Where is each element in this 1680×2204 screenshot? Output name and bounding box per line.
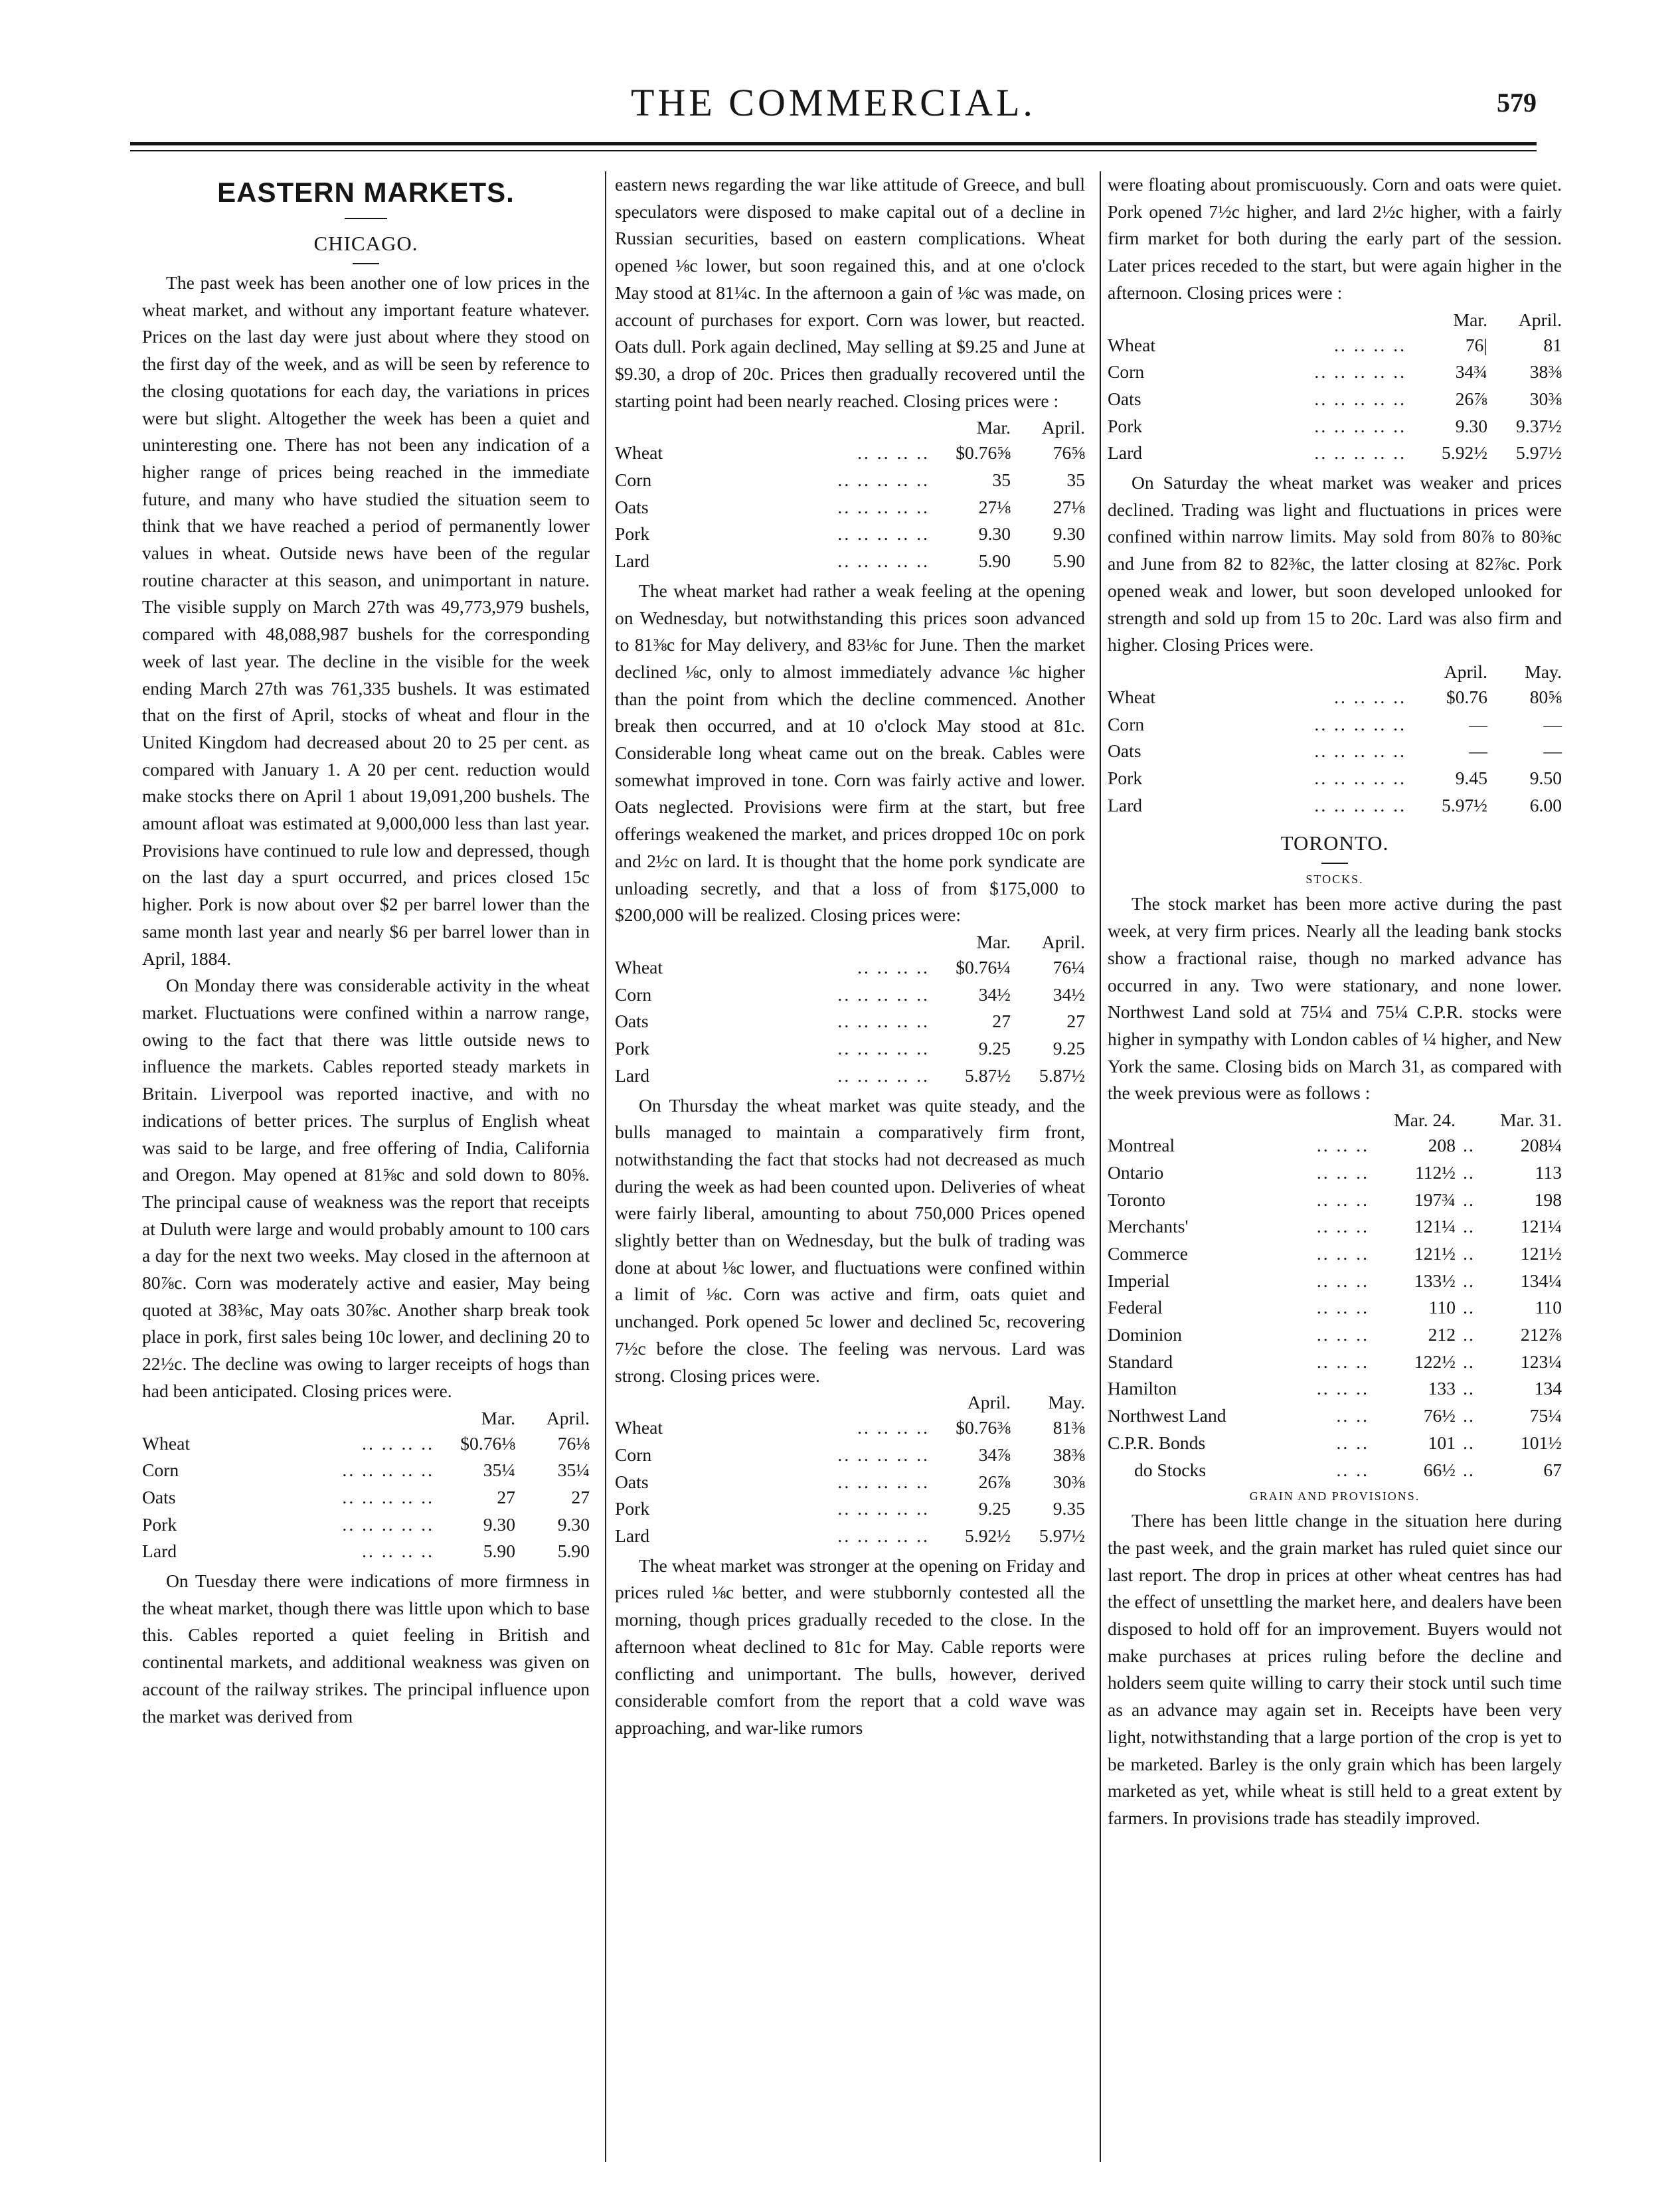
table-row [1108,711,1562,738]
commodity-name: Lard [1108,794,1143,815]
commodity-name: Pork [615,1038,650,1059]
table-row [615,1414,1085,1442]
table-row [615,1035,1085,1062]
bid-cell: 208¼ [1520,1135,1562,1156]
leader-dots: .. [1463,1161,1475,1183]
paragraph: The wheat market was stronger at the opening on Friday and prices ruled ⅛c better, and were stubbornly contested all the morning, though prices gradually receded to the close. In the afternoon wheat declined to 81c for May. Cable reports were conflicting and unimportant. The bulls, however, derived considerable comfort from the report that a cold wave was approaching, and war-like rumors [615,1555,1085,1738]
column-header: Mar. 31. [1500,1110,1562,1131]
table-row [1108,1430,1562,1457]
stock-name: Imperial [1108,1270,1170,1291]
commodity-name: Corn [1108,713,1145,734]
stock-name: Merchants' [1108,1216,1189,1237]
subheading-chicago: CHICAGO. [313,232,418,255]
table-row [142,1430,590,1458]
column-divider-right [1100,171,1101,2162]
table-row [1108,332,1562,359]
leader-dots: .. .. .. .. .. [1314,740,1406,762]
commodity-name: Corn [615,983,652,1005]
price-cell: 5.90 [557,1541,590,1562]
subheading-grain-and-provisions: GRAIN AND PROVISIONS. [1249,1489,1420,1503]
leader-dots: .. .. [1336,1432,1369,1453]
bid-cell: 122½ [1414,1351,1456,1372]
stock-name: Montreal [1108,1135,1175,1156]
bid-cell: 76½ [1423,1405,1456,1426]
price-cell: 27 [992,1011,1011,1032]
column-header: April. [1518,309,1562,330]
price-cell: 9.25 [1052,1038,1085,1059]
paragraph: eastern news regarding the war like attitude of Greece, and bull speculators were disposed to make capital out of a decline in Russian securities, based on eastern complications. Wheat opened ⅛c lower, but soon regained this, and at one o'clock May stood at 81¼c. In the afternoon a gain of ⅛c was made, on account of purchases for export. Corn was lower, but reacted. Oats dull. Pork again declined, May selling at $9.25 and June at $9.30, a drop of 20c. Prices then gradually recovered until the starting point had been nearly reached. Closing prices were : [615,174,1085,411]
price-cell: 6.00 [1529,794,1562,815]
leader-dots: .. .. .. .. .. [342,1486,434,1507]
leader-dots: .. .. .. [1316,1242,1369,1264]
table-header-row [1108,660,1562,684]
bid-cell: 133½ [1414,1270,1456,1291]
price-cell: 9.35 [1052,1498,1085,1519]
price-cell: 35¼ [483,1460,515,1481]
table-row [1108,1321,1562,1349]
bid-cell: 110 [1535,1297,1562,1318]
table-row [615,467,1085,494]
table-row [615,1469,1085,1496]
table-row [615,494,1085,521]
leader-dots: .. .. .. .. .. [837,1011,930,1032]
price-cell: 34⅞ [978,1444,1011,1465]
paragraph: On Monday there was considerable activity in the wheat market. Fluctuations were confined within a narrow range, owing to the fact that there was little outside news to influence the markets. Cables reported steady markets in Britain. Liverpool was reported inactive, and with no indications of better prices. The surplus of English wheat was said to be large, and free offering of India, California and Oregon. May opened at 81⅝c and sold down to 80⅝. The principal cause of weakness was the report that receipts at Duluth were large and would probably amount to 100 cars a day for the next two weeks. May closed in the afternoon at 80⅞c. Corn was moderately active and easier, May being quoted at 38⅜c, May oats 30⅞c. Another sharp break took place in pork, first sales being 10c lower, and declining 20 to 22½c. The decline was owing to larger receipts of hogs than had been anticipated. Closing prices were. [142,975,590,1401]
leader-dots: .. .. .. [1316,1189,1369,1210]
table-row [1108,1349,1562,1376]
price-cell: 26⅞ [978,1471,1011,1492]
commodity-name: Corn [615,469,652,491]
price-cell: 9.30 [483,1513,515,1535]
price-cell: 5.92½ [965,1525,1011,1547]
table-row [1108,1268,1562,1295]
price-cell: 9.37½ [1516,415,1562,436]
bid-cell: 134¼ [1520,1270,1562,1291]
price-cell: $0.76 [1446,686,1487,707]
price-cell: 27 [1066,1011,1085,1032]
leader-dots: .. .. .. .. .. [837,551,930,572]
price-cell: 76⅛ [557,1432,590,1454]
leader-dots: .. .. .. .. .. [1314,794,1406,815]
bid-cell: 121¼ [1414,1216,1456,1237]
paragraph: The past week has been another one of low prices in the wheat market, and without any important feature whatever. Prices on the last day were just about where they stood on the first day of the week, and as will be seen by reference to the closing quotations for each day, the variations in prices were but slight. Altogether the week has been a quiet and uninteresting one. There has not been any indication of a higher range of prices being reached in the immediate future, and many who have studied the situation seem to think that we have reached a period of permanently lower values in wheat. Outside news have been of the regular routine character at this season, and unimportant in nature. The visible supply on March 27th was 49,773,979 bushels, compared with 48,088,987 bushels for the corresponding week of last year. The decline in the visible for the week ending March 27th was 761,335 bushels. It was estimated that on the first of April, stocks of wheat and flour in the United Kingdom had decreased about 20 to 25 per cent. as compared with January 1. A 20 per cent. reduction would make stocks there on April 1 about 19,091,200 bushels. The amount afloat was estimated at 9,000,000 less than last year. Provisions have continued to rule low and depressed, though on the last day a spurt occurred, and prices closed 15c higher. Pork is now about over $2 per barrel lower than the same month last year and nearly $6 per barrel lower than in April, 1884. [142,272,590,969]
commodity-name: Corn [615,1444,652,1465]
bid-cell: 212 [1428,1324,1456,1345]
leader-dots: .. .. .. [1316,1216,1369,1237]
price-cell: 81 [1543,334,1562,355]
leader-dots: .. .. [1336,1459,1369,1480]
table-row [615,981,1085,1009]
price-cell: 5.97½ [1442,794,1487,815]
heading-dash [1321,863,1348,864]
price-cell: $0.76¼ [956,956,1011,977]
leader-dots: .. .. .. [1316,1161,1369,1183]
table-row [142,1511,590,1539]
commodity-name: Wheat [615,1417,663,1438]
table-row [1108,413,1562,440]
leader-dots: .. [1463,1242,1475,1264]
stock-name: Ontario [1108,1161,1164,1183]
leader-dots: .. .. .. .. .. [342,1460,434,1481]
column-header: April. [1041,931,1085,952]
table-header-row [615,930,1085,954]
header-rule-thin [130,150,1537,151]
price-cell: 34½ [978,983,1011,1005]
table-row [1108,1457,1562,1484]
price-cell: — [1469,740,1487,762]
price-table-wednesday [615,930,1085,1090]
price-cell: 5.90 [978,551,1011,572]
price-cell: 9.30 [1455,415,1487,436]
table-row [615,1008,1085,1035]
leader-dots: .. .. .. .. .. [837,983,930,1005]
column-header: Mar. [976,417,1011,438]
bid-cell: 123¼ [1520,1351,1562,1372]
price-cell: 27 [571,1486,590,1507]
leader-dots: .. [1463,1432,1475,1453]
stock-name: Hamilton [1108,1378,1177,1399]
table-header-row [615,1391,1085,1414]
table-row [1108,792,1562,819]
commodity-name: Oats [615,1471,649,1492]
table-row [615,954,1085,981]
table-row [1108,1187,1562,1214]
stock-name: C.P.R. Bonds [1108,1432,1206,1453]
price-cell: $0.76⅜ [956,1417,1011,1438]
leader-dots: .. [1463,1351,1475,1372]
leader-dots: .. [1463,1324,1475,1345]
price-cell: 5.87½ [965,1064,1011,1086]
leader-dots: .. [1463,1297,1475,1318]
price-cell: 5.92½ [1442,442,1487,464]
commodity-name: Pork [1108,768,1143,789]
commodity-name: Oats [615,1011,649,1032]
bid-cell: 110 [1428,1297,1456,1318]
price-cell: 9.50 [1529,768,1562,789]
leader-dots: .. .. .. .. [857,1417,930,1438]
leader-dots: .. .. .. .. .. [837,523,930,545]
bid-cell: 133 [1428,1378,1456,1399]
heading-dash [345,218,387,219]
table-header-row [142,1406,590,1430]
price-cell: 34½ [1052,983,1085,1005]
price-cell: 76⅝ [1052,442,1085,464]
price-cell: 5.87½ [1039,1064,1085,1086]
heading-dash [353,263,379,264]
column-header: April. [546,1407,590,1428]
price-cell: 5.90 [483,1541,515,1562]
leader-dots: .. .. .. .. .. [1314,768,1406,789]
commodity-name: Oats [1108,740,1141,762]
price-table-monday [142,1406,590,1566]
paragraph: There has been little change in the situation here during the past week, and the grain market has ruled quiet since our last report. The drop in prices at other wheat centres has had the effect of unsettling the market here, and dealers have been disposed to hold off for an improvement. Buyers would not make purchases at prices ruling before the decline and holders seem quite willing to carry their stock until such time as an advance may again set in. Receipts have been very light, notwithstanding that a large portion of the crop is yet to be marketed. Barley is the only grain which has been largely marketed as yet, while wheat is still held to a great extent by farmers. In provisions trade has steadily improved. [1108,1510,1562,1828]
leader-dots: .. [1463,1270,1475,1291]
commodity-name: Corn [1108,361,1145,382]
commodity-name: Pork [142,1513,177,1535]
table-row [1108,765,1562,792]
price-cell: — [1543,740,1562,762]
leader-dots: .. .. .. .. .. [837,1444,930,1465]
commodity-name: Wheat [1108,686,1156,707]
price-cell: 76¼ [1052,956,1085,977]
table-row [615,1062,1085,1090]
commodity-name: Oats [1108,388,1141,409]
commodity-name: Wheat [615,956,663,977]
table-row [1108,386,1562,413]
paragraph: On Saturday the wheat market was weaker and prices declined. Trading was light and fluctuations in prices were confined within narrow limits. May sold from 80⅞ to 80⅜c and June from 82 to 82⅜c, the latter closing at 82⅞c. Pork opened weak and lower, but soon developed unlooked for strength and sold up from 15 to 20c. Lard was also firm and higher. Closing Prices were. [1108,472,1562,655]
table-row [1108,738,1562,765]
commodity-name: Wheat [615,442,663,464]
bid-cell: 121¼ [1520,1216,1562,1237]
bid-cell: 121½ [1414,1242,1456,1264]
bid-cell: 208 [1428,1135,1456,1156]
leader-dots: .. [1463,1378,1475,1399]
price-cell: — [1543,713,1562,734]
price-cell: 5.97½ [1039,1525,1085,1547]
bid-cell: 101½ [1520,1432,1562,1453]
leader-dots: .. .. .. .. .. [1314,442,1406,464]
commodity-name: Pork [615,523,650,545]
stock-name: Federal [1108,1297,1163,1318]
stock-name: Dominion [1108,1324,1182,1345]
column-header: April. [967,1392,1011,1413]
paragraph: On Thursday the wheat market was quite steady, and the bulls managed to maintain a comparatively firm front, notwithstanding the fact that stocks had not decreased as much during the week as had been counted upon. Deliveries of wheat were fairly liberal, amounting to about 750,000 Prices opened slightly better than on Wednesday, but the bulk of trading was done at about ⅛c lower, and fluctuations were confined within a limit of ⅛c. Corn was active and firm, oats quiet and unchanged. Pork opened 5c lower and declined 5c, recovering 7½c before the close. The feeling was nervous. Lard was strong. Closing prices were. [615,1094,1085,1386]
leader-dots: .. .. .. .. .. [1314,361,1406,382]
leader-dots: .. [1463,1216,1475,1237]
price-cell: $0.76⅝ [956,442,1011,464]
commodity-name: Lard [615,1064,650,1086]
table-row [615,521,1085,548]
table-row [1108,1375,1562,1402]
commodity-name: Corn [142,1460,179,1481]
leader-dots: .. .. .. .. .. [1314,713,1406,734]
commodity-name: Pork [615,1498,650,1519]
table-row [1108,1402,1562,1430]
table-row [1108,1213,1562,1240]
table-row [615,1442,1085,1469]
bid-cell: 212⅞ [1520,1324,1562,1345]
price-cell: 38⅜ [1529,361,1562,382]
table-row [1108,440,1562,467]
leader-dots: .. .. .. .. [857,442,930,464]
price-cell: 35 [992,469,1011,491]
table-row [142,1484,590,1511]
price-cell: $0.76⅛ [460,1432,515,1454]
price-cell: 80⅝ [1529,686,1562,707]
leader-dots: .. .. .. .. .. [342,1513,434,1535]
table-row [615,1523,1085,1550]
price-cell: — [1469,713,1487,734]
price-cell: 38⅜ [1052,1444,1085,1465]
price-cell: 27⅛ [978,496,1011,517]
price-cell: 27 [497,1486,515,1507]
commodity-name: Lard [1108,442,1143,464]
table-row [1108,684,1562,711]
subheading-stocks: STOCKS. [1305,873,1364,887]
commodity-name: Lard [142,1541,177,1562]
masthead [130,80,1537,126]
leader-dots: .. .. [1336,1405,1369,1426]
bid-cell: 113 [1535,1161,1562,1183]
commodity-name: Wheat [142,1432,191,1454]
leader-dots: .. .. .. .. .. [837,1498,930,1519]
table-row [1108,1294,1562,1321]
price-table-thursday [615,1391,1085,1550]
bid-cell: 67 [1543,1459,1562,1480]
leader-dots: .. .. .. [1316,1135,1369,1156]
bid-cell: 198 [1534,1189,1562,1210]
page-number: 579 [1497,88,1537,118]
column-1 [142,171,590,1730]
stock-bids-table [1108,1108,1562,1483]
bid-cell: 75¼ [1529,1405,1562,1426]
leader-dots: .. .. .. .. [1334,334,1406,355]
leader-dots: .. .. .. [1316,1378,1369,1399]
price-cell: 9.45 [1455,768,1487,789]
price-cell: 34¾ [1455,361,1487,382]
column-header: Mar. [976,931,1011,952]
leader-dots: .. [1463,1135,1475,1156]
journal-title: THE COMMERCIAL. [631,81,1036,124]
leader-dots: .. .. .. .. .. [1314,388,1406,409]
subheading-toronto: TORONTO. [1280,831,1389,855]
leader-dots: .. .. .. [1316,1270,1369,1291]
column-3 [1108,171,1562,1832]
price-cell: 9.30 [978,523,1011,545]
price-cell: 30⅜ [1052,1471,1085,1492]
commodity-name: Wheat [1108,334,1156,355]
table-row [1108,1132,1562,1159]
paragraph: were floating about promiscuously. Corn and oats were quiet. Pork opened 7½c higher, and lard 2½c higher, with a fairly firm market for both during the early part of the session. Later prices receded to the start, but were again higher in the afternoon. Closing prices were : [1108,174,1562,303]
table-header-row [1108,308,1562,332]
price-cell: 5.90 [1052,551,1085,572]
leader-dots: .. .. .. .. [362,1432,434,1454]
table-row [1108,1240,1562,1268]
leader-dots: .. [1463,1189,1475,1210]
leader-dots: .. .. .. .. .. [837,469,930,491]
leader-dots: .. .. .. .. [1334,686,1406,707]
bid-cell: 197¾ [1414,1189,1456,1210]
table-row [142,1457,590,1484]
price-table-tuesday [615,416,1085,575]
price-cell: 26⅞ [1455,388,1487,409]
leader-dots: .. .. .. [1316,1297,1369,1318]
price-cell: 81⅜ [1052,1417,1085,1438]
commodity-name: Lard [615,1525,650,1547]
table-row [142,1538,590,1565]
price-cell: 76| [1465,334,1487,355]
price-table-friday [1108,308,1562,467]
commodity-name: Pork [1108,415,1143,436]
leader-dots: .. [1463,1459,1475,1480]
leader-dots: .. [1463,1405,1475,1426]
stock-name: Toronto [1108,1189,1165,1210]
bid-cell: 66½ [1423,1459,1456,1480]
section-heading-eastern-markets: EASTERN MARKETS. [217,177,515,208]
price-cell: 9.25 [978,1038,1011,1059]
leader-dots: .. .. .. [1316,1351,1369,1372]
bid-cell: 121½ [1520,1242,1562,1264]
column-2 [615,171,1085,1742]
paragraph: The wheat market had rather a weak feeling at the opening on Wednesday, but notwithstanding this prices soon advanced to 81⅜c for May delivery, and 83⅛c for June. Then the market declined ⅛c, only to almost immediately advance ⅛c higher than the point from which the decline commenced. Another break then occurred, and at 10 o'clock May stood at 81c. Considerable long wheat came out on the break. Cables were somewhat improved in tone. Corn was fairly active and lower. Oats neglected. Provisions were firm at the start, but free offerings weakened the market, and prices dropped 10c on pork and 2½c on lard. It is thought that the home pork syndicate are unloading secretly, and that a loss of from $175,000 to $200,000 will be realized. Closing prices were: [615,580,1085,926]
bid-cell: 112½ [1414,1161,1456,1183]
stock-name: Commerce [1108,1242,1189,1264]
commodity-name: Oats [615,496,649,517]
price-cell: 5.97½ [1516,442,1562,464]
price-cell: 9.30 [557,1513,590,1535]
stock-name: do Stocks [1134,1459,1207,1480]
leader-dots: .. .. .. .. .. [837,1471,930,1492]
stock-name: Northwest Land [1108,1405,1226,1426]
price-cell: 27⅛ [1052,496,1085,517]
price-cell: 35¼ [557,1460,590,1481]
table-header-row [615,416,1085,440]
column-header: Mar. 24. [1394,1110,1456,1131]
leader-dots: .. .. .. .. .. [1314,415,1406,436]
column-header: Mar. [481,1407,515,1428]
price-cell: 30⅜ [1529,388,1562,409]
leader-dots: .. .. .. .. .. [837,1038,930,1059]
column-header: May. [1525,661,1562,682]
commodity-name: Oats [142,1486,176,1507]
table-row [615,548,1085,575]
table-row [1108,1159,1562,1187]
leader-dots: .. .. .. [1316,1324,1369,1345]
column-header: April. [1444,661,1487,682]
leader-dots: .. .. .. .. [362,1541,434,1562]
price-cell: 9.25 [978,1498,1011,1519]
leader-dots: .. .. .. .. .. [837,1064,930,1086]
column-header: Mar. [1453,309,1487,330]
price-cell: 9.30 [1052,523,1085,545]
table-row [615,440,1085,467]
column-header: May. [1048,1392,1085,1413]
leader-dots: .. .. .. .. .. [837,1525,930,1547]
price-cell: 35 [1066,469,1085,491]
paragraph: On Tuesday there were indications of more firmness in the wheat market, though there was little upon which to base this. Cables reported a quiet feeling in British and continental markets, and additional weakness was given on account of the railway strikes. The principal influence upon the market was derived from [142,1570,590,1727]
commodity-name: Lard [615,551,650,572]
price-table-saturday [1108,660,1562,819]
bid-cell: 101 [1428,1432,1456,1453]
bid-cell: 134 [1534,1378,1562,1399]
column-header: April. [1041,417,1085,438]
leader-dots: .. .. .. .. [857,956,930,977]
paragraph: The stock market has been more active during the past week, at very firm prices. Nearly all the leading bank stocks show a fractional raise, though no marked advance has occurred in any. Two were stationary, and none lower. Northwest Land sold at 75¼ and 75¼ C.P.R. stocks were higher in sympathy with London cables of ¼ higher, and New York the same. Closing bids on March 31, as compared with the week previous were as follows : [1108,893,1562,1104]
table-row [615,1495,1085,1523]
column-divider-left [605,171,606,2162]
header-rule-thick [130,142,1537,145]
leader-dots: .. .. .. .. .. [837,496,930,517]
stock-name: Standard [1108,1351,1173,1372]
table-row [1108,359,1562,386]
table-header-row [1108,1108,1562,1132]
